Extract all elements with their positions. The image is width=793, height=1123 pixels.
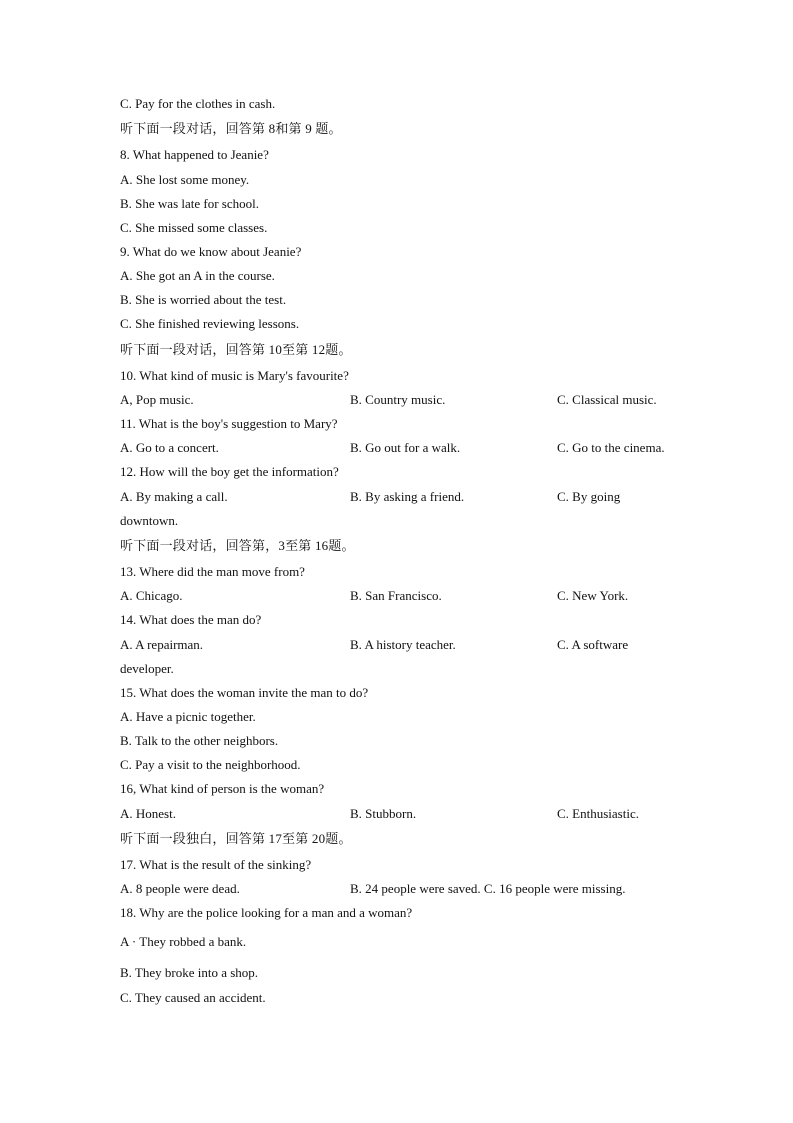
section-heading: 听下面一段对话，回答第 10至第 12题。 xyxy=(120,342,352,357)
option-line: C. Pay a visit to the neighborhood. xyxy=(120,757,301,772)
question-line: 11. What is the boy's suggestion to Mary? xyxy=(120,416,338,431)
option-continuation: developer. xyxy=(120,661,174,676)
question-line: 12. How will the boy get the information? xyxy=(120,464,339,479)
option-a: A. Honest. xyxy=(120,806,176,821)
option-line: B. They broke into a shop. xyxy=(120,965,259,980)
option-line: A. She got an A in the course. xyxy=(120,268,275,283)
option-a: A. A repairman. xyxy=(120,637,204,652)
option-b: B. By asking a friend. xyxy=(350,489,465,504)
option-c: C. New York. xyxy=(557,588,629,603)
section-heading: 听下面一段独白，回答第 17至第 20题。 xyxy=(120,831,352,846)
option-a: A. Go to a concert. xyxy=(120,440,219,455)
option-c: C. Go to the cinema. xyxy=(557,440,665,455)
question-line: 14. What does the man do? xyxy=(120,612,262,627)
question-line: 10. What kind of music is Mary's favourite? xyxy=(120,368,349,383)
option-b: B. 24 people were saved. C. 16 people were missing. xyxy=(350,881,626,896)
option-c: C. A software xyxy=(557,637,629,652)
section-heading: 听下面一段对话，回答第，3至第 16题。 xyxy=(120,538,355,553)
question-line: 18. Why are the police looking for a man and a woman? xyxy=(120,905,413,920)
section-heading: 听下面一段对话，回答第 8和第 9 题。 xyxy=(120,121,342,136)
option-b: B. A history teacher. xyxy=(350,637,456,652)
option-b: B. Stubborn. xyxy=(350,806,417,821)
option-line: B. Talk to the other neighbors. xyxy=(120,733,279,748)
option-line: C. She finished reviewing lessons. xyxy=(120,316,300,331)
question-line: 17. What is the result of the sinking? xyxy=(120,857,312,872)
option-line: A · They robbed a bank. xyxy=(120,934,247,949)
option-b: B. Go out for a walk. xyxy=(350,440,461,455)
option-continuation: downtown. xyxy=(120,513,179,528)
question-line: 16, What kind of person is the woman? xyxy=(120,781,325,796)
option-a: A. Chicago. xyxy=(120,588,183,603)
option-a: A. 8 people were dead. xyxy=(120,881,240,896)
option-line: C. Pay for the clothes in cash. xyxy=(120,96,276,111)
question-line: 9. What do we know about Jeanie? xyxy=(120,244,302,259)
option-line: C. They caused an accident. xyxy=(120,990,266,1005)
option-line: A. Have a picnic together. xyxy=(120,709,256,724)
question-line: 8. What happened to Jeanie? xyxy=(120,147,269,162)
option-c: C. Enthusiastic. xyxy=(557,806,639,821)
question-line: 15. What does the woman invite the man to do? xyxy=(120,685,369,700)
option-line: C. She missed some classes. xyxy=(120,220,268,235)
option-line: A. She lost some money. xyxy=(120,172,250,187)
option-a: A, Pop music. xyxy=(120,392,194,407)
question-line: 13. Where did the man move from? xyxy=(120,564,305,579)
option-c: C. Classical music. xyxy=(557,392,657,407)
option-line: B. She is worried about the test. xyxy=(120,292,287,307)
option-c: C. By going xyxy=(557,489,621,504)
option-a: A. By making a call. xyxy=(120,489,228,504)
option-b: B. Country music. xyxy=(350,392,446,407)
option-b: B. San Francisco. xyxy=(350,588,442,603)
option-line: B. She was late for school. xyxy=(120,196,260,211)
